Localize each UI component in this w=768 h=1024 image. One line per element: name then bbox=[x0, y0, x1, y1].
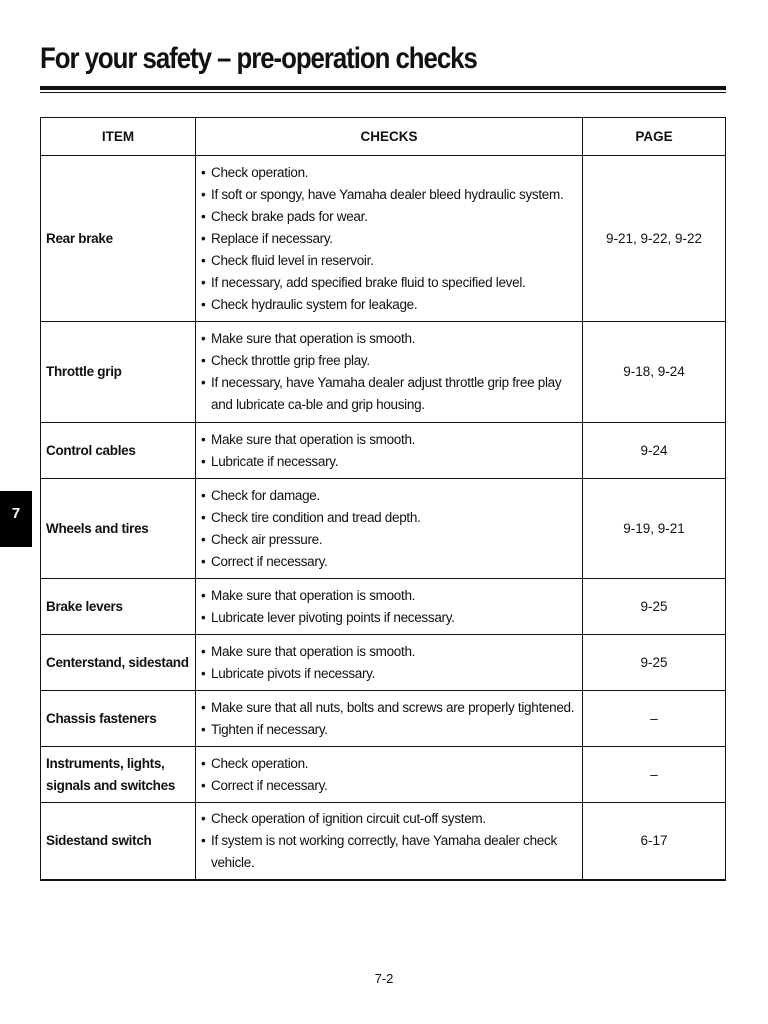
title-rule-thin bbox=[40, 92, 726, 93]
table-row bbox=[41, 156, 726, 322]
row-checks bbox=[196, 579, 583, 635]
row-item: Wheels and tires bbox=[41, 479, 196, 579]
check-item: • Make sure that all nuts, bolts and screws are properly tightened. bbox=[201, 697, 576, 719]
row-page: 9-25 bbox=[583, 635, 726, 691]
check-item: • Make sure that operation is smooth. bbox=[201, 585, 576, 607]
row-item: Brake levers bbox=[41, 579, 196, 635]
row-checks bbox=[196, 691, 583, 747]
row-checks bbox=[196, 479, 583, 579]
row-page: 9-19, 9-21 bbox=[583, 479, 726, 579]
row-page: 9-24 bbox=[583, 423, 726, 479]
row-item: Centerstand, sidestand bbox=[41, 635, 196, 691]
row-item: Throttle grip bbox=[41, 322, 196, 423]
check-item: • If necessary, add specified brake fluid to specified level. bbox=[201, 272, 576, 294]
table-row bbox=[41, 635, 726, 691]
check-item: • Lubricate if necessary. bbox=[201, 451, 576, 473]
check-item: • Make sure that operation is smooth. bbox=[201, 429, 576, 451]
check-list bbox=[201, 485, 576, 573]
check-item: • Check operation of ignition circuit cut-off system. bbox=[201, 808, 576, 830]
check-item: • Check fluid level in reservoir. bbox=[201, 250, 576, 272]
check-item: • Check air pressure. bbox=[201, 529, 576, 551]
chapter-tab: 7 bbox=[0, 491, 32, 547]
check-list bbox=[201, 697, 576, 741]
row-item: Rear brake bbox=[41, 156, 196, 322]
check-item: • If necessary, have Yamaha dealer adjust throttle grip free play and lubricate ca-ble and grip housing. bbox=[201, 372, 576, 416]
pre-operation-checks-table bbox=[40, 117, 726, 881]
check-item: • Tighten if necessary. bbox=[201, 719, 576, 741]
table-row bbox=[41, 479, 726, 579]
check-item: • Correct if necessary. bbox=[201, 551, 576, 573]
check-list bbox=[201, 808, 576, 874]
row-item: Control cables bbox=[41, 423, 196, 479]
check-item: • Check for damage. bbox=[201, 485, 576, 507]
table-header-row bbox=[41, 118, 726, 156]
check-item: • Check operation. bbox=[201, 753, 576, 775]
header-checks: CHECKS bbox=[196, 118, 583, 156]
row-checks bbox=[196, 156, 583, 322]
row-checks bbox=[196, 635, 583, 691]
check-item: • Make sure that operation is smooth. bbox=[201, 328, 576, 350]
check-list bbox=[201, 328, 576, 416]
check-item: • Correct if necessary. bbox=[201, 775, 576, 797]
table-row bbox=[41, 803, 726, 881]
check-list bbox=[201, 429, 576, 473]
check-item: • Check tire condition and tread depth. bbox=[201, 507, 576, 529]
check-item: • Check operation. bbox=[201, 162, 576, 184]
check-item: • Lubricate pivots if necessary. bbox=[201, 663, 576, 685]
row-page: – bbox=[583, 691, 726, 747]
row-item: Instruments, lights, signals and switches bbox=[41, 747, 196, 803]
check-list bbox=[201, 753, 576, 797]
row-checks bbox=[196, 423, 583, 479]
check-list bbox=[201, 162, 576, 316]
row-item: Sidestand switch bbox=[41, 803, 196, 881]
check-list bbox=[201, 641, 576, 685]
header-page: PAGE bbox=[583, 118, 726, 156]
check-item: • If system is not working correctly, have Yamaha dealer check vehicle. bbox=[201, 830, 576, 874]
row-checks bbox=[196, 803, 583, 881]
row-page: 9-25 bbox=[583, 579, 726, 635]
check-item: • Lubricate lever pivoting points if necessary. bbox=[201, 607, 576, 629]
row-checks bbox=[196, 322, 583, 423]
row-page: – bbox=[583, 747, 726, 803]
check-list bbox=[201, 585, 576, 629]
page-title: For your safety – pre-operation checks bbox=[40, 42, 477, 75]
row-checks bbox=[196, 747, 583, 803]
row-page: 6-17 bbox=[583, 803, 726, 881]
title-rule bbox=[40, 86, 726, 90]
check-item: • Check throttle grip free play. bbox=[201, 350, 576, 372]
table-row bbox=[41, 579, 726, 635]
table-row bbox=[41, 322, 726, 423]
page-number: 7-2 bbox=[374, 971, 394, 986]
table-row bbox=[41, 691, 726, 747]
table-body bbox=[41, 156, 726, 881]
check-item: • Check hydraulic system for leakage. bbox=[201, 294, 576, 316]
table-row bbox=[41, 423, 726, 479]
row-item: Chassis fasteners bbox=[41, 691, 196, 747]
check-item: • If soft or spongy, have Yamaha dealer bleed hydraulic system. bbox=[201, 184, 576, 206]
check-item: • Replace if necessary. bbox=[201, 228, 576, 250]
table-row bbox=[41, 747, 726, 803]
check-item: • Check brake pads for wear. bbox=[201, 206, 576, 228]
header-item: ITEM bbox=[41, 118, 196, 156]
row-page: 9-18, 9-24 bbox=[583, 322, 726, 423]
row-page: 9-21, 9-22, 9-22 bbox=[583, 156, 726, 322]
check-item: • Make sure that operation is smooth. bbox=[201, 641, 576, 663]
